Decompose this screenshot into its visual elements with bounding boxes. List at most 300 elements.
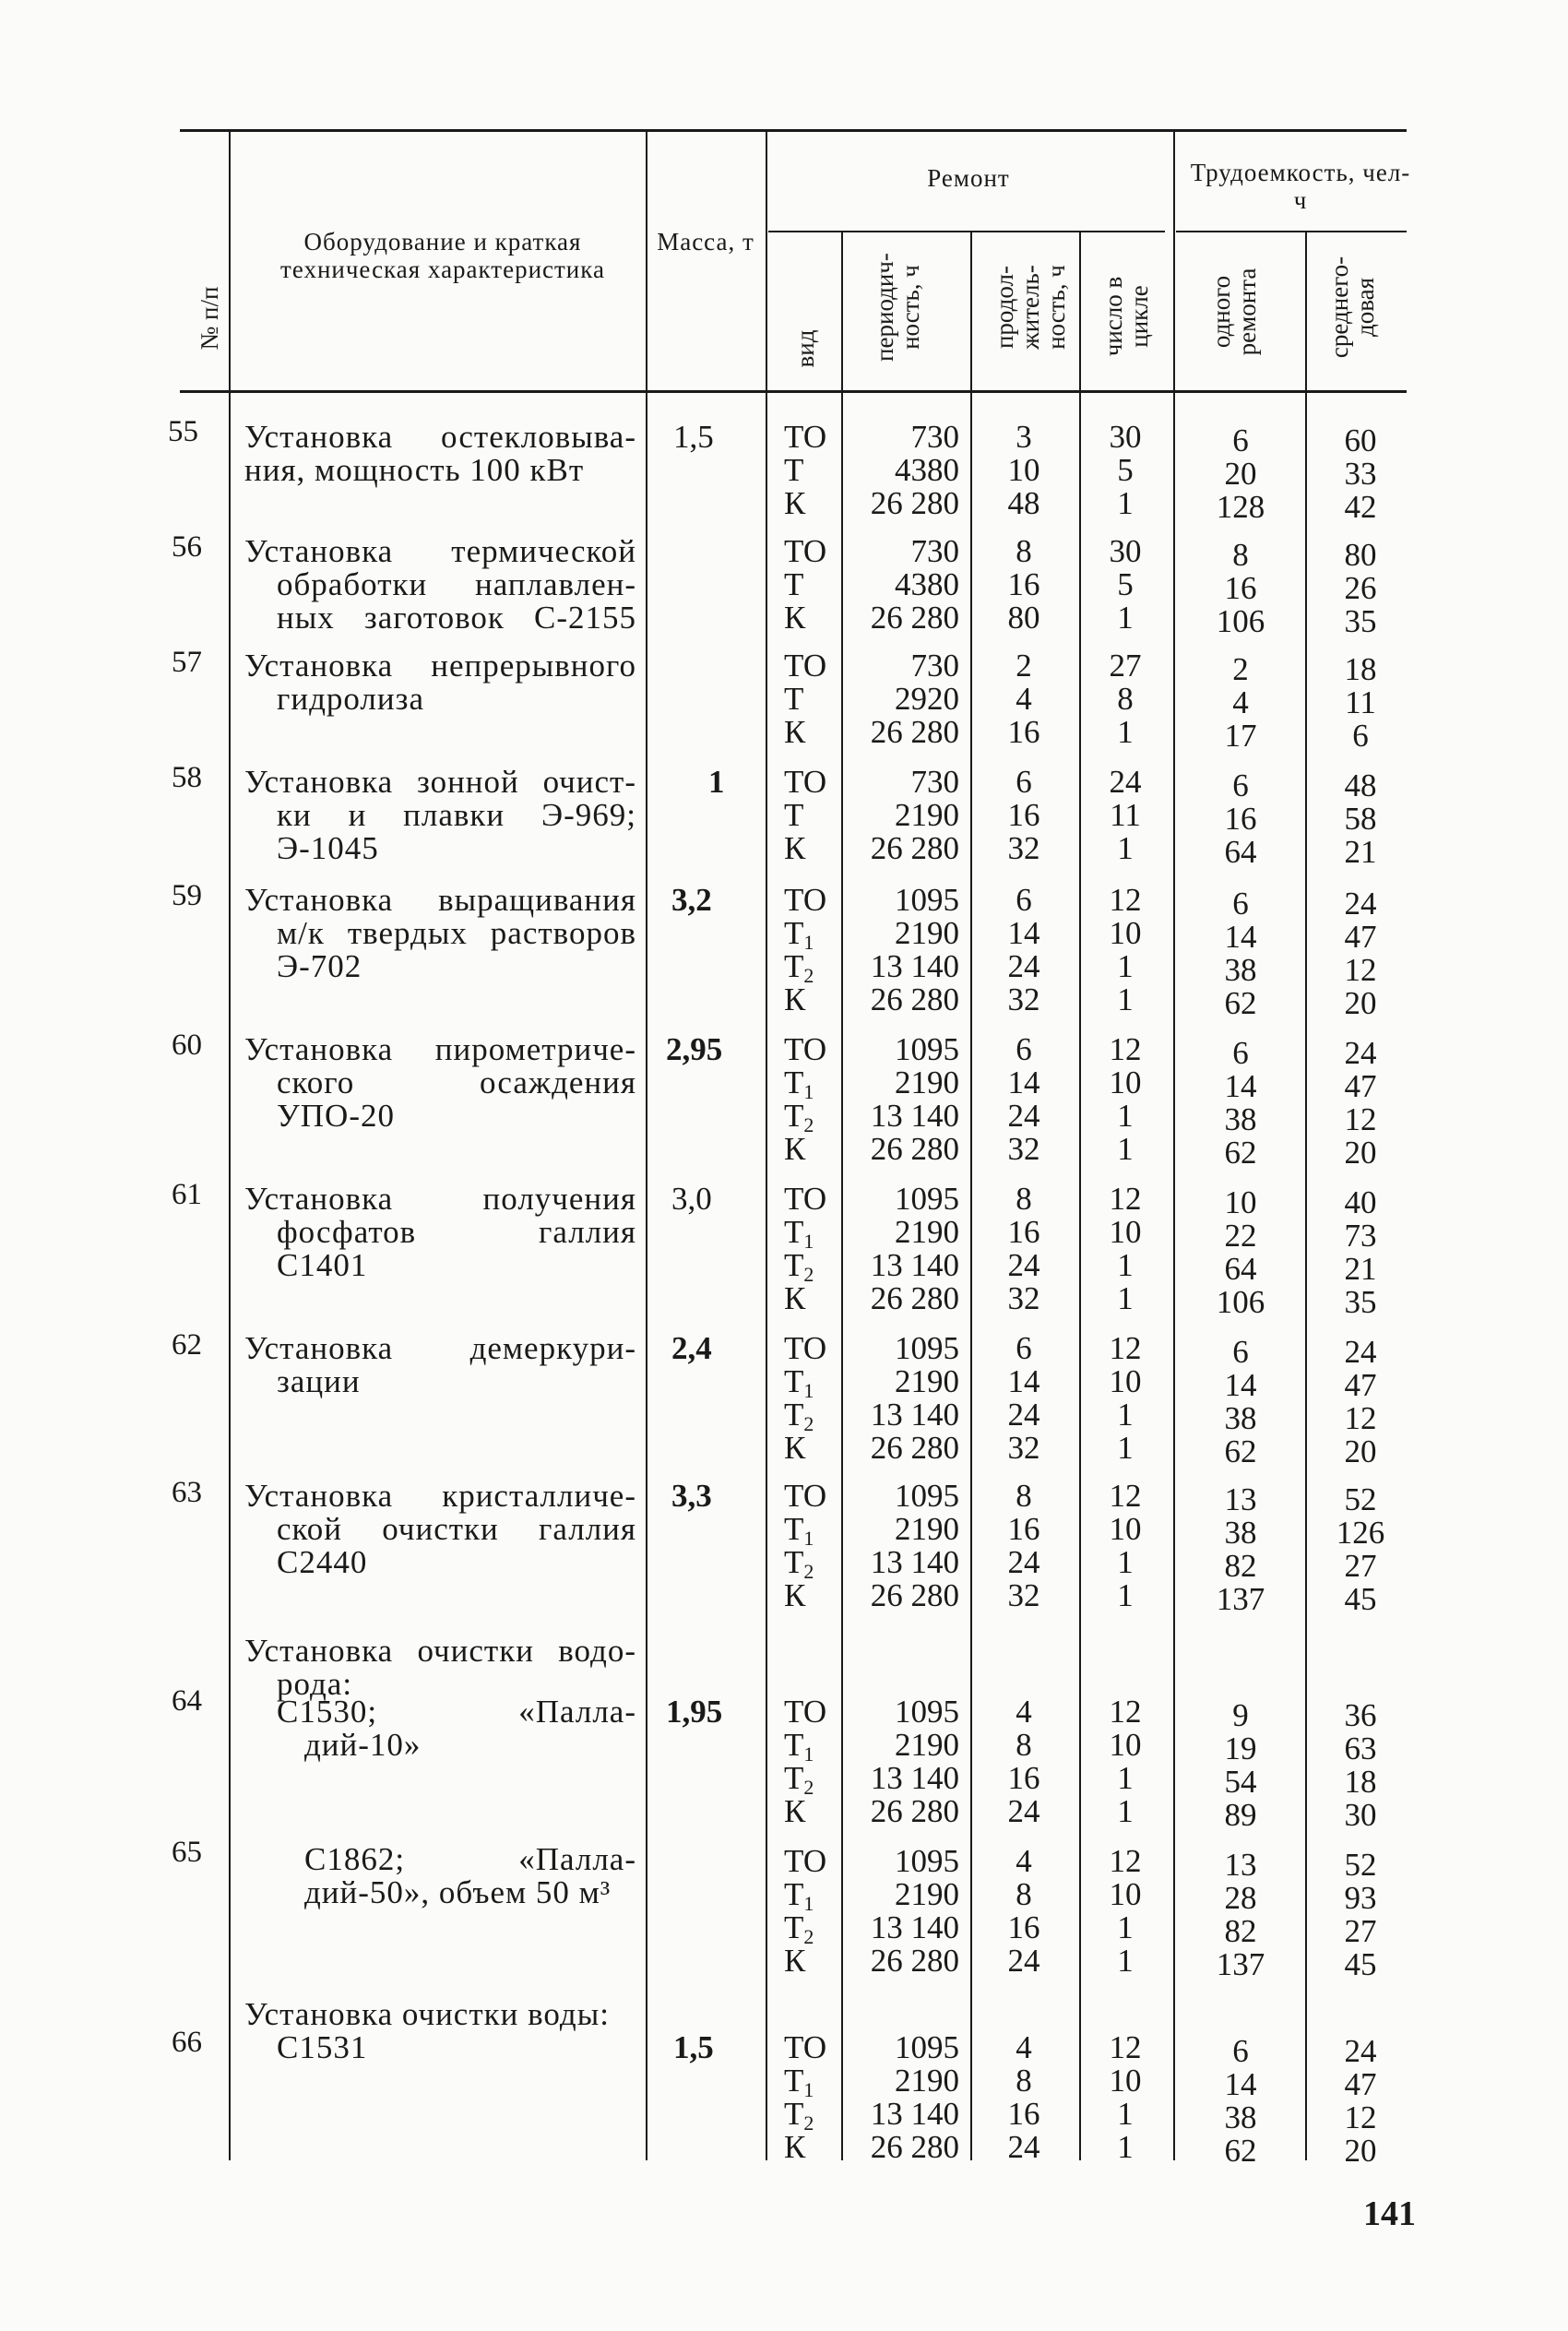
- header-avg: среднего- довая: [1325, 256, 1379, 359]
- avg: 80: [1344, 537, 1377, 573]
- kind: ТО: [784, 1478, 827, 1514]
- row-desc-58-3: Э-1045: [277, 830, 379, 866]
- count: 12: [1109, 1181, 1142, 1217]
- avg: 35: [1344, 1284, 1377, 1320]
- kind: ТО: [784, 1330, 827, 1366]
- kind: $Т_1$: [784, 2063, 814, 2101]
- one: 38: [1224, 1101, 1257, 1137]
- period: 2190: [895, 1363, 959, 1399]
- count: 12: [1109, 1330, 1142, 1366]
- period-64: [849, 1695, 959, 1828]
- period-58: [849, 766, 959, 865]
- period: 13 140: [870, 1760, 959, 1796]
- kinds-60: [784, 1033, 826, 1166]
- duration: 24: [1007, 1397, 1040, 1433]
- duration: 8: [1016, 1876, 1032, 1912]
- count: 10: [1109, 2063, 1142, 2099]
- row-num-61: 61: [172, 1178, 202, 1211]
- period: 2190: [895, 797, 959, 833]
- count: 1: [1117, 948, 1134, 984]
- count: 1: [1117, 1793, 1134, 1829]
- period: 2190: [895, 1727, 959, 1763]
- row-mass-60: 2,95: [666, 1031, 723, 1067]
- one: 62: [1224, 1433, 1257, 1469]
- count-65: [1088, 1845, 1162, 1978]
- avg: 24: [1344, 1334, 1377, 1370]
- period: 2920: [895, 681, 959, 717]
- period: 1095: [895, 2029, 959, 2065]
- count-66: [1088, 2031, 1162, 2164]
- count-63: [1088, 1480, 1162, 1612]
- kind: $Т_2$: [784, 2096, 814, 2135]
- row-desc-58-2: ки и плавки Э-969;: [277, 797, 636, 833]
- period-60: [849, 1033, 959, 1166]
- avg-61: [1314, 1186, 1407, 1319]
- kind: Т: [784, 797, 804, 833]
- avg-55: [1314, 424, 1407, 524]
- count: 1: [1117, 2096, 1134, 2132]
- period: 2190: [895, 1876, 959, 1912]
- one: 9: [1232, 1697, 1249, 1733]
- period: 13 140: [870, 1247, 959, 1283]
- one-55: [1185, 424, 1296, 524]
- header-kind: вид: [791, 329, 819, 368]
- period: 2190: [895, 2063, 959, 2099]
- duration-64: [978, 1695, 1070, 1828]
- count: 1: [1117, 1397, 1134, 1433]
- avg: 47: [1344, 919, 1377, 955]
- row-desc-59-2: м/к твердых растворов: [277, 915, 636, 951]
- avg: 26: [1344, 570, 1377, 606]
- count: 12: [1109, 882, 1142, 918]
- duration: 16: [1007, 566, 1040, 602]
- one-60: [1185, 1037, 1296, 1170]
- count-56: [1088, 535, 1162, 635]
- row-mass-66: 1,5: [673, 2029, 714, 2065]
- one: 14: [1224, 919, 1257, 955]
- avg: 47: [1344, 1367, 1377, 1403]
- avg: 52: [1344, 1847, 1377, 1883]
- one: 10: [1224, 1184, 1257, 1220]
- count: 1: [1117, 1098, 1134, 1134]
- period-57: [849, 649, 959, 749]
- row-mass-55: 1,5: [673, 419, 714, 455]
- row-desc-60-3: УПО-20: [277, 1098, 395, 1134]
- period: 2190: [895, 1064, 959, 1100]
- avg: 11: [1345, 684, 1376, 720]
- kind: ТО: [784, 419, 827, 455]
- avg: 33: [1344, 456, 1377, 492]
- kind: К: [784, 1943, 806, 1979]
- period-61: [849, 1183, 959, 1315]
- duration: 80: [1007, 600, 1040, 636]
- period: 26 280: [870, 1793, 959, 1829]
- one-64: [1185, 1699, 1296, 1832]
- row-desc-56-1: Установка термической: [244, 533, 636, 569]
- avg: 12: [1344, 1101, 1377, 1137]
- kind: Т: [784, 452, 804, 488]
- avg: 12: [1344, 952, 1377, 988]
- header-duration: продол- житель- ность, ч: [991, 265, 1070, 350]
- row-mass-61: 3,0: [671, 1181, 712, 1217]
- duration: 16: [1007, 2096, 1040, 2132]
- one: 6: [1232, 1334, 1249, 1370]
- one: 137: [1216, 1946, 1265, 1982]
- duration: 8: [1016, 533, 1032, 569]
- duration: 8: [1016, 2063, 1032, 2099]
- row-desc-61-1: Установка получения: [244, 1181, 636, 1217]
- row-desc-55-1: Установка остекловыва-: [244, 419, 636, 455]
- row-desc-57-1: Установка непрерывного: [244, 648, 636, 684]
- duration-63: [978, 1480, 1070, 1612]
- kind: $Т_1$: [784, 1876, 814, 1915]
- duration-58: [978, 766, 1070, 865]
- kind: ТО: [784, 1181, 827, 1217]
- header-period: периодич- ность, ч: [871, 253, 924, 362]
- count: 30: [1109, 419, 1142, 455]
- header-equipment: Оборудование и краткая техническая характеристика: [280, 228, 605, 283]
- period-63: [849, 1480, 959, 1612]
- col-sep-3: [766, 131, 767, 2160]
- duration-60: [978, 1033, 1070, 1166]
- kind: К: [784, 1793, 806, 1829]
- col-sep-2: [646, 131, 647, 2160]
- kinds-62: [784, 1332, 826, 1465]
- count: 1: [1117, 1943, 1134, 1979]
- one: 6: [1232, 767, 1249, 803]
- duration: 32: [1007, 1131, 1040, 1167]
- avg: 45: [1344, 1946, 1377, 1982]
- header-repair: Ремонт: [927, 164, 1010, 192]
- avg: 6: [1352, 718, 1369, 754]
- duration: 32: [1007, 1280, 1040, 1316]
- row-num-60: 60: [172, 1029, 202, 1062]
- row-mass-58: 1: [708, 764, 725, 800]
- avg: 21: [1344, 834, 1377, 870]
- count-61: [1088, 1183, 1162, 1315]
- duration: 24: [1007, 2129, 1040, 2165]
- one: 13: [1224, 1481, 1257, 1517]
- one: 54: [1224, 1764, 1257, 1800]
- avg: 20: [1344, 1135, 1377, 1171]
- one: 20: [1224, 456, 1257, 492]
- avg: 18: [1344, 651, 1377, 687]
- avg-56: [1314, 539, 1407, 638]
- kind: К: [784, 485, 806, 521]
- duration: 14: [1007, 1363, 1040, 1399]
- row-num-58: 58: [172, 761, 202, 794]
- group-66-title: Установка очистки воды:: [244, 1996, 610, 2032]
- period: 13 140: [870, 1397, 959, 1433]
- one: 4: [1232, 684, 1249, 720]
- avg: 24: [1344, 2033, 1377, 2069]
- col-sep-6: [1079, 232, 1081, 2160]
- kinds-58: [784, 766, 826, 865]
- row-num-59: 59: [172, 879, 202, 912]
- period-55: [849, 421, 959, 520]
- count: 10: [1109, 1876, 1142, 1912]
- row-desc-56-2: обработки наплавлен-: [277, 566, 636, 602]
- row-desc-59-3: Э-702: [277, 948, 362, 984]
- row-desc-59-1: Установка выращивания: [244, 882, 636, 918]
- avg: 47: [1344, 2066, 1377, 2102]
- avg: 24: [1344, 1035, 1377, 1071]
- kind: $Т_2$: [784, 948, 814, 987]
- period: 26 280: [870, 1577, 959, 1613]
- kinds-63: [784, 1480, 826, 1612]
- avg: 20: [1344, 2133, 1377, 2169]
- count: 1: [1117, 1577, 1134, 1613]
- avg: 73: [1344, 1218, 1377, 1254]
- row-mass-64: 1,95: [666, 1694, 723, 1730]
- col-sep-4: [841, 232, 843, 2160]
- count: 10: [1109, 1064, 1142, 1100]
- one-59: [1185, 887, 1296, 1020]
- avg: 20: [1344, 1433, 1377, 1469]
- kind: $Т_1$: [784, 1511, 814, 1550]
- duration: 6: [1016, 882, 1032, 918]
- kind: К: [784, 830, 806, 866]
- period: 26 280: [870, 600, 959, 636]
- count: 1: [1117, 830, 1134, 866]
- one-58: [1185, 769, 1296, 869]
- one: 137: [1216, 1581, 1265, 1617]
- kind: К: [784, 1280, 806, 1316]
- period: 1095: [895, 1181, 959, 1217]
- one-63: [1185, 1483, 1296, 1616]
- duration: 8: [1016, 1181, 1032, 1217]
- col-sep-8: [1305, 232, 1307, 2160]
- row-num-57: 57: [172, 646, 202, 679]
- avg-66: [1314, 2035, 1407, 2168]
- one-57: [1185, 653, 1296, 753]
- period: 1095: [895, 1843, 959, 1879]
- kind: К: [784, 981, 806, 1017]
- header-count: число в цикле: [1099, 276, 1153, 357]
- avg-65: [1314, 1849, 1407, 1981]
- duration: 32: [1007, 981, 1040, 1017]
- kinds-66: [784, 2031, 826, 2164]
- duration: 24: [1007, 1247, 1040, 1283]
- duration-59: [978, 884, 1070, 1017]
- period-56: [849, 535, 959, 635]
- kind: ТО: [784, 1694, 827, 1730]
- period: 13 140: [870, 1544, 959, 1580]
- count: 10: [1109, 1511, 1142, 1547]
- duration: 16: [1007, 1511, 1040, 1547]
- kind: $Т_1$: [784, 1727, 814, 1766]
- kind: $Т_2$: [784, 1760, 814, 1799]
- duration-55: [978, 421, 1070, 520]
- period: 26 280: [870, 2129, 959, 2165]
- row-desc-55-2: ния, мощность 100 кВт: [244, 452, 585, 488]
- one: 6: [1232, 1035, 1249, 1071]
- one: 38: [1224, 1400, 1257, 1436]
- duration: 16: [1007, 1214, 1040, 1250]
- period: 13 140: [870, 1098, 959, 1134]
- period: 26 280: [870, 1943, 959, 1979]
- labor-subheader-rule: [1176, 231, 1407, 232]
- kind: ТО: [784, 2029, 827, 2065]
- count: 12: [1109, 1031, 1142, 1067]
- duration: 24: [1007, 948, 1040, 984]
- count-62: [1088, 1332, 1162, 1465]
- one: 19: [1224, 1730, 1257, 1766]
- one: 38: [1224, 952, 1257, 988]
- row-desc-60-1: Установка пирометриче-: [244, 1031, 636, 1067]
- kind: $Т_1$: [784, 915, 814, 954]
- kind: Т: [784, 566, 804, 602]
- period: 1095: [895, 882, 959, 918]
- count: 24: [1109, 764, 1142, 800]
- period: 26 280: [870, 485, 959, 521]
- kind: ТО: [784, 1031, 827, 1067]
- period: 26 280: [870, 1280, 959, 1316]
- kind: ТО: [784, 882, 827, 918]
- period: 730: [910, 764, 959, 800]
- duration: 48: [1007, 485, 1040, 521]
- period: 1095: [895, 1031, 959, 1067]
- row-desc-61-3: С1401: [277, 1247, 368, 1283]
- kind: $Т_2$: [784, 1909, 814, 1948]
- kind: К: [784, 600, 806, 636]
- period: 2190: [895, 1214, 959, 1250]
- kind: $Т_2$: [784, 1544, 814, 1583]
- kind: ТО: [784, 533, 827, 569]
- duration: 16: [1007, 797, 1040, 833]
- count: 10: [1109, 915, 1142, 951]
- count-55: [1088, 421, 1162, 520]
- period: 13 140: [870, 2096, 959, 2132]
- one: 16: [1224, 801, 1257, 837]
- period: 26 280: [870, 981, 959, 1017]
- kind: К: [784, 1131, 806, 1167]
- duration-57: [978, 649, 1070, 749]
- one: 6: [1232, 2033, 1249, 2069]
- duration-65: [978, 1845, 1070, 1978]
- duration: 32: [1007, 1430, 1040, 1466]
- period: 26 280: [870, 830, 959, 866]
- period: 26 280: [870, 714, 959, 750]
- count: 12: [1109, 2029, 1142, 2065]
- row-desc-62-2: зации: [277, 1363, 361, 1399]
- count: 5: [1117, 452, 1134, 488]
- count: 5: [1117, 566, 1134, 602]
- kind: Т: [784, 681, 804, 717]
- duration: 24: [1007, 1793, 1040, 1829]
- avg: 126: [1336, 1515, 1385, 1551]
- count: 1: [1117, 2129, 1134, 2165]
- one: 17: [1224, 718, 1257, 754]
- row-desc-63-3: С2440: [277, 1544, 368, 1580]
- count-59: [1088, 884, 1162, 1017]
- count: 1: [1117, 1247, 1134, 1283]
- avg: 24: [1344, 886, 1377, 922]
- one: 82: [1224, 1913, 1257, 1949]
- avg: 27: [1344, 1548, 1377, 1584]
- avg: 27: [1344, 1913, 1377, 1949]
- kind: $Т_1$: [784, 1214, 814, 1253]
- duration: 16: [1007, 1760, 1040, 1796]
- kinds-55: [784, 421, 826, 520]
- duration: 16: [1007, 714, 1040, 750]
- count: 1: [1117, 1430, 1134, 1466]
- kinds-56: [784, 535, 826, 635]
- row-num-55: 55: [168, 415, 198, 448]
- kind: $Т_2$: [784, 1397, 814, 1435]
- kinds-65: [784, 1845, 826, 1978]
- period: 26 280: [870, 1131, 959, 1167]
- kinds-61: [784, 1183, 826, 1315]
- count: 1: [1117, 1280, 1134, 1316]
- row-desc-66-1: С1531: [277, 2029, 368, 2065]
- one: 6: [1232, 886, 1249, 922]
- kind: $Т_2$: [784, 1247, 814, 1286]
- kind: ТО: [784, 1843, 827, 1879]
- kind: $Т_1$: [784, 1363, 814, 1402]
- row-desc-60-2: ского осаждения: [277, 1064, 636, 1100]
- group-64-title-2: рода:: [277, 1666, 353, 1702]
- count: 30: [1109, 533, 1142, 569]
- avg: 58: [1344, 801, 1377, 837]
- kind: $Т_2$: [784, 1098, 814, 1136]
- one: 64: [1224, 1251, 1257, 1287]
- one: 62: [1224, 1135, 1257, 1171]
- header-num: № п/п: [196, 286, 223, 351]
- row-desc-64-2: дий-10»: [304, 1727, 422, 1763]
- duration: 4: [1016, 681, 1032, 717]
- avg-63: [1314, 1483, 1407, 1616]
- avg: 12: [1344, 1400, 1377, 1436]
- period-66: [849, 2031, 959, 2164]
- duration: 10: [1007, 452, 1040, 488]
- avg: 93: [1344, 1880, 1377, 1916]
- one: 13: [1224, 1847, 1257, 1883]
- row-num-63: 63: [172, 1476, 202, 1509]
- count: 1: [1117, 1544, 1134, 1580]
- duration: 32: [1007, 830, 1040, 866]
- duration: 2: [1016, 648, 1032, 684]
- one: 6: [1232, 422, 1249, 458]
- row-num-64: 64: [172, 1684, 202, 1718]
- avg: 63: [1344, 1730, 1377, 1766]
- one: 106: [1216, 1284, 1265, 1320]
- count: 1: [1117, 1909, 1134, 1945]
- count: 12: [1109, 1843, 1142, 1879]
- avg: 20: [1344, 985, 1377, 1021]
- one: 89: [1224, 1797, 1257, 1833]
- one: 62: [1224, 2133, 1257, 2169]
- kind: К: [784, 1577, 806, 1613]
- one: 28: [1224, 1880, 1257, 1916]
- avg: 12: [1344, 2099, 1377, 2135]
- avg-58: [1314, 769, 1407, 869]
- count: 10: [1109, 1214, 1142, 1250]
- avg: 48: [1344, 767, 1377, 803]
- header-labor: Трудоемкость, чел-ч: [1190, 159, 1411, 214]
- count: 1: [1117, 1760, 1134, 1796]
- avg: 45: [1344, 1581, 1377, 1617]
- period: 4380: [895, 452, 959, 488]
- duration: 8: [1016, 1478, 1032, 1514]
- avg-64: [1314, 1699, 1407, 1832]
- period: 2190: [895, 1511, 959, 1547]
- period-59: [849, 884, 959, 1017]
- count-64: [1088, 1695, 1162, 1828]
- row-num-62: 62: [172, 1328, 202, 1362]
- row-mass-62: 2,4: [671, 1330, 712, 1366]
- count-57: [1088, 649, 1162, 749]
